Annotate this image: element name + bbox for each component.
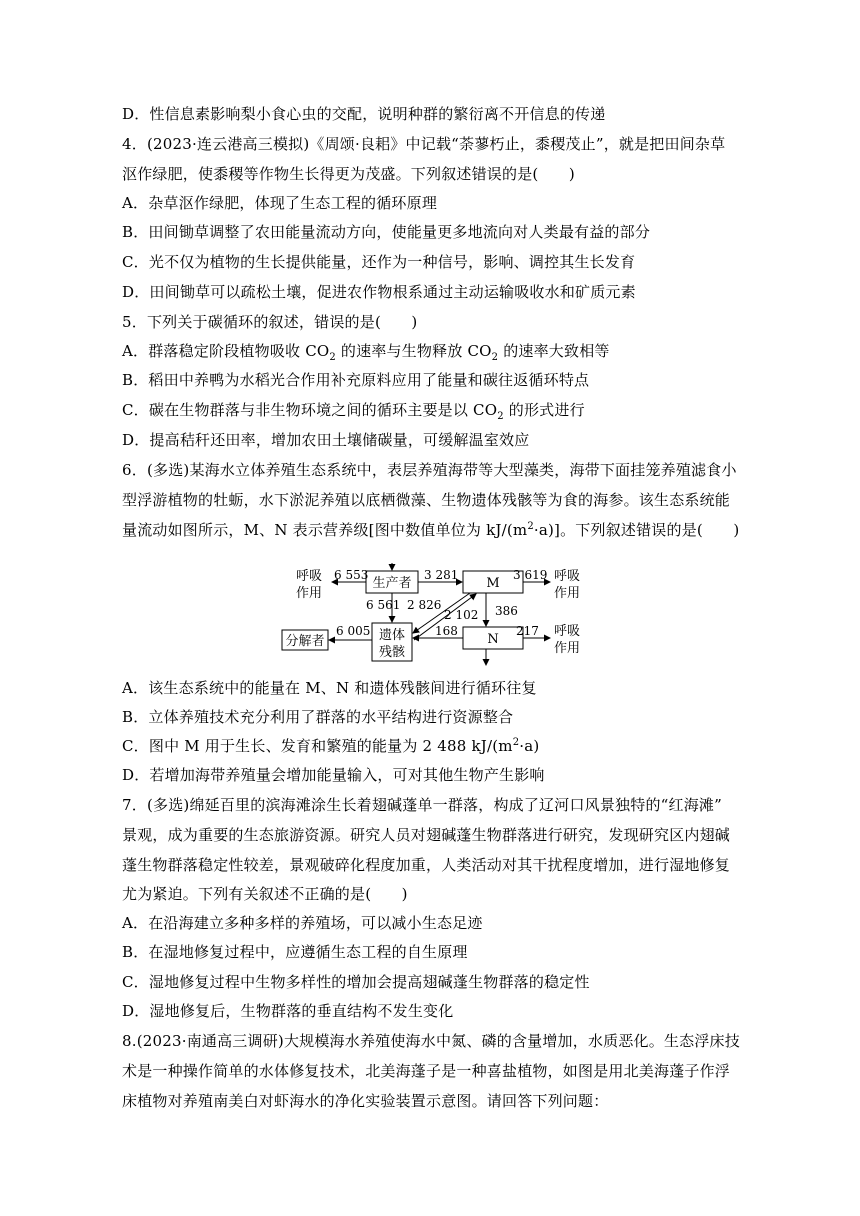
energy-flow-diagram bbox=[280, 563, 600, 683]
q7-stem-cont3: 尤为紧迫。下列有关叙述不正确的是( ) bbox=[122, 885, 408, 903]
q6-option-a: A．该生态系统中的能量在 M、N 和遗体残骸间进行循环往复 bbox=[122, 679, 537, 697]
value-6005: 6 005 bbox=[336, 624, 371, 638]
q5-c-part2: 的形式进行 bbox=[503, 401, 585, 419]
q6-option-c bbox=[122, 736, 742, 756]
q4-option-b: B．田间锄草调整了农田能量流动方向，使能量更多地流向对人类最有益的部分 bbox=[122, 223, 651, 241]
resp-label-n-2: 作用 bbox=[554, 641, 581, 656]
q5-a-part3: 的速率大致相等 bbox=[498, 342, 610, 360]
decomposer-label: 分解者 bbox=[285, 634, 325, 649]
remains-label-2: 残骸 bbox=[378, 645, 406, 660]
q4-option-d: D．田间锄草可以疏松土壤，促进农作物根系通过主动运输吸收水和矿质元素 bbox=[122, 283, 636, 301]
superscript: 2 bbox=[512, 737, 520, 748]
subscript: 2 bbox=[491, 352, 499, 363]
resp-label-left-1: 呼吸 bbox=[296, 569, 323, 584]
value-6561: 6 561 bbox=[366, 598, 401, 612]
resp-label-left-2: 作用 bbox=[296, 586, 323, 601]
q4-stem-cont: 沤作绿肥，使黍稷等作物生长得更为茂盛。下列叙述错误的是( ) bbox=[122, 165, 575, 183]
q6-stem-cont2 bbox=[122, 520, 742, 540]
q6-stem: 6．(多选)某海水立体养殖生态系统中，表层养殖海带等大型藻类，海带下面挂笼养殖滤食小 bbox=[122, 461, 737, 479]
q6-option-b: B．立体养殖技术充分利用了群落的水平结构进行资源整合 bbox=[122, 708, 514, 726]
n-label: N bbox=[487, 632, 499, 647]
q5-a-part1: A．群落稳定阶段植物吸收 CO bbox=[122, 342, 330, 360]
q7-option-d: D．湿地修复后，生物群落的垂直结构不发生变化 bbox=[122, 1002, 454, 1020]
m-label: M bbox=[486, 576, 500, 591]
q8-stem: 8.(2023·南通高三调研)大规模海水养殖使海水中氮、磷的含量增加，水质恶化。生态浮床技 bbox=[122, 1032, 740, 1050]
q6-stem-part2: ·a)]。下列叙述错误的是( ) bbox=[533, 521, 740, 539]
q5-c-part1: C．碳在生物群落与非生物环境之间的循环主要是以 CO bbox=[122, 401, 498, 419]
q4-option-a: A．杂草沤作绿肥，体现了生态工程的循环原理 bbox=[122, 194, 438, 212]
value-3281: 3 281 bbox=[424, 568, 459, 582]
q5-stem: 5．下列关于碳循环的叙述，错误的是( ) bbox=[122, 313, 418, 331]
q6-c-part2: ·a) bbox=[519, 737, 540, 755]
q6-c-part1: C．图中 M 用于生长、发育和繁殖的能量为 2 488 kJ/(m bbox=[122, 737, 513, 755]
q8-stem-cont1: 术是一种操作简单的水体修复技术，北美海蓬子是一种喜盐植物，如图是用北美海蓬子作浮 bbox=[122, 1062, 731, 1080]
value-386: 386 bbox=[495, 604, 518, 618]
subscript: 2 bbox=[497, 411, 504, 422]
q4-option-c: C．光不仅为植物的生长提供能量，还作为一种信号，影响、调控其生长发育 bbox=[122, 253, 636, 271]
resp-label-m-2: 作用 bbox=[554, 586, 581, 601]
q5-option-d: D．提高秸秆还田率，增加农田土壤储碳量，可缓解温室效应 bbox=[122, 431, 530, 449]
q7-stem-cont2: 蓬生物群落稳定性较差，景观破碎化程度加重，人类活动对其干扰程度增加，进行湿地修复 bbox=[122, 856, 731, 874]
superscript: 2 bbox=[527, 521, 534, 532]
value-168: 168 bbox=[435, 624, 458, 638]
q5-a-part2: 的速率与生物释放 CO bbox=[335, 342, 492, 360]
producer-label: 生产者 bbox=[372, 576, 412, 591]
q6-option-d: D．若增加海带养殖量会增加能量输入，可对其他生物产生影响 bbox=[122, 766, 545, 784]
q8-stem-cont2: 床植物对养殖南美白对虾海水的净化实验装置示意图。请回答下列问题： bbox=[122, 1092, 609, 1110]
resp-label-n-1: 呼吸 bbox=[554, 624, 581, 639]
q6-stem-part1: 量流动如图所示，M、N 表示营养级[图中数值单位为 kJ/(m bbox=[122, 521, 528, 539]
q6-stem-cont1: 型浮游植物的牡蛎，水下淤泥养殖以底栖微藻、生物遗体残骸等为食的海参。该生态系统能 bbox=[122, 491, 731, 509]
value-2826: 2 826 bbox=[407, 598, 442, 612]
q4-stem: 4．(2023·连云港高三模拟)《周颂·良耜》中记载“荼蓼朽止，黍稷茂止”，就是把田间杂草 bbox=[122, 135, 726, 153]
resp-label-m-1: 呼吸 bbox=[554, 569, 581, 584]
subscript: 2 bbox=[329, 352, 336, 363]
q3-option-d: D．性信息素影响梨小食心虫的交配，说明种群的繁衍离不开信息的传递 bbox=[122, 105, 606, 123]
q7-option-a: A．在沿海建立多种多样的养殖场，可以减小生态足迹 bbox=[122, 914, 483, 932]
value-6553: 6 553 bbox=[334, 568, 369, 582]
q5-option-b: B．稻田中养鸭为水稻光合作用补充原料应用了能量和碳往返循环特点 bbox=[122, 371, 590, 389]
q7-option-b: B．在湿地修复过程中，应遵循生态工程的自生原理 bbox=[122, 943, 468, 961]
q7-option-c: C．湿地修复过程中生物多样性的增加会提高翅碱蓬生物群落的稳定性 bbox=[122, 973, 590, 991]
value-217: 217 bbox=[516, 624, 539, 638]
value-3619: 3 619 bbox=[513, 568, 548, 582]
q5-option-a bbox=[122, 341, 742, 361]
value-2102: 2 102 bbox=[444, 608, 479, 622]
q5-option-c bbox=[122, 400, 742, 420]
q7-stem-cont1: 景观，成为重要的生态旅游资源。研究人员对翅碱蓬生物群落进行研究，发现研究区内翅碱 bbox=[122, 826, 731, 844]
q7-stem: 7．(多选)绵延百里的滨海滩涂生长着翅碱蓬单一群落，构成了辽河口风景独特的“红海滩” bbox=[122, 796, 722, 814]
remains-label-1: 遗体 bbox=[378, 628, 406, 643]
